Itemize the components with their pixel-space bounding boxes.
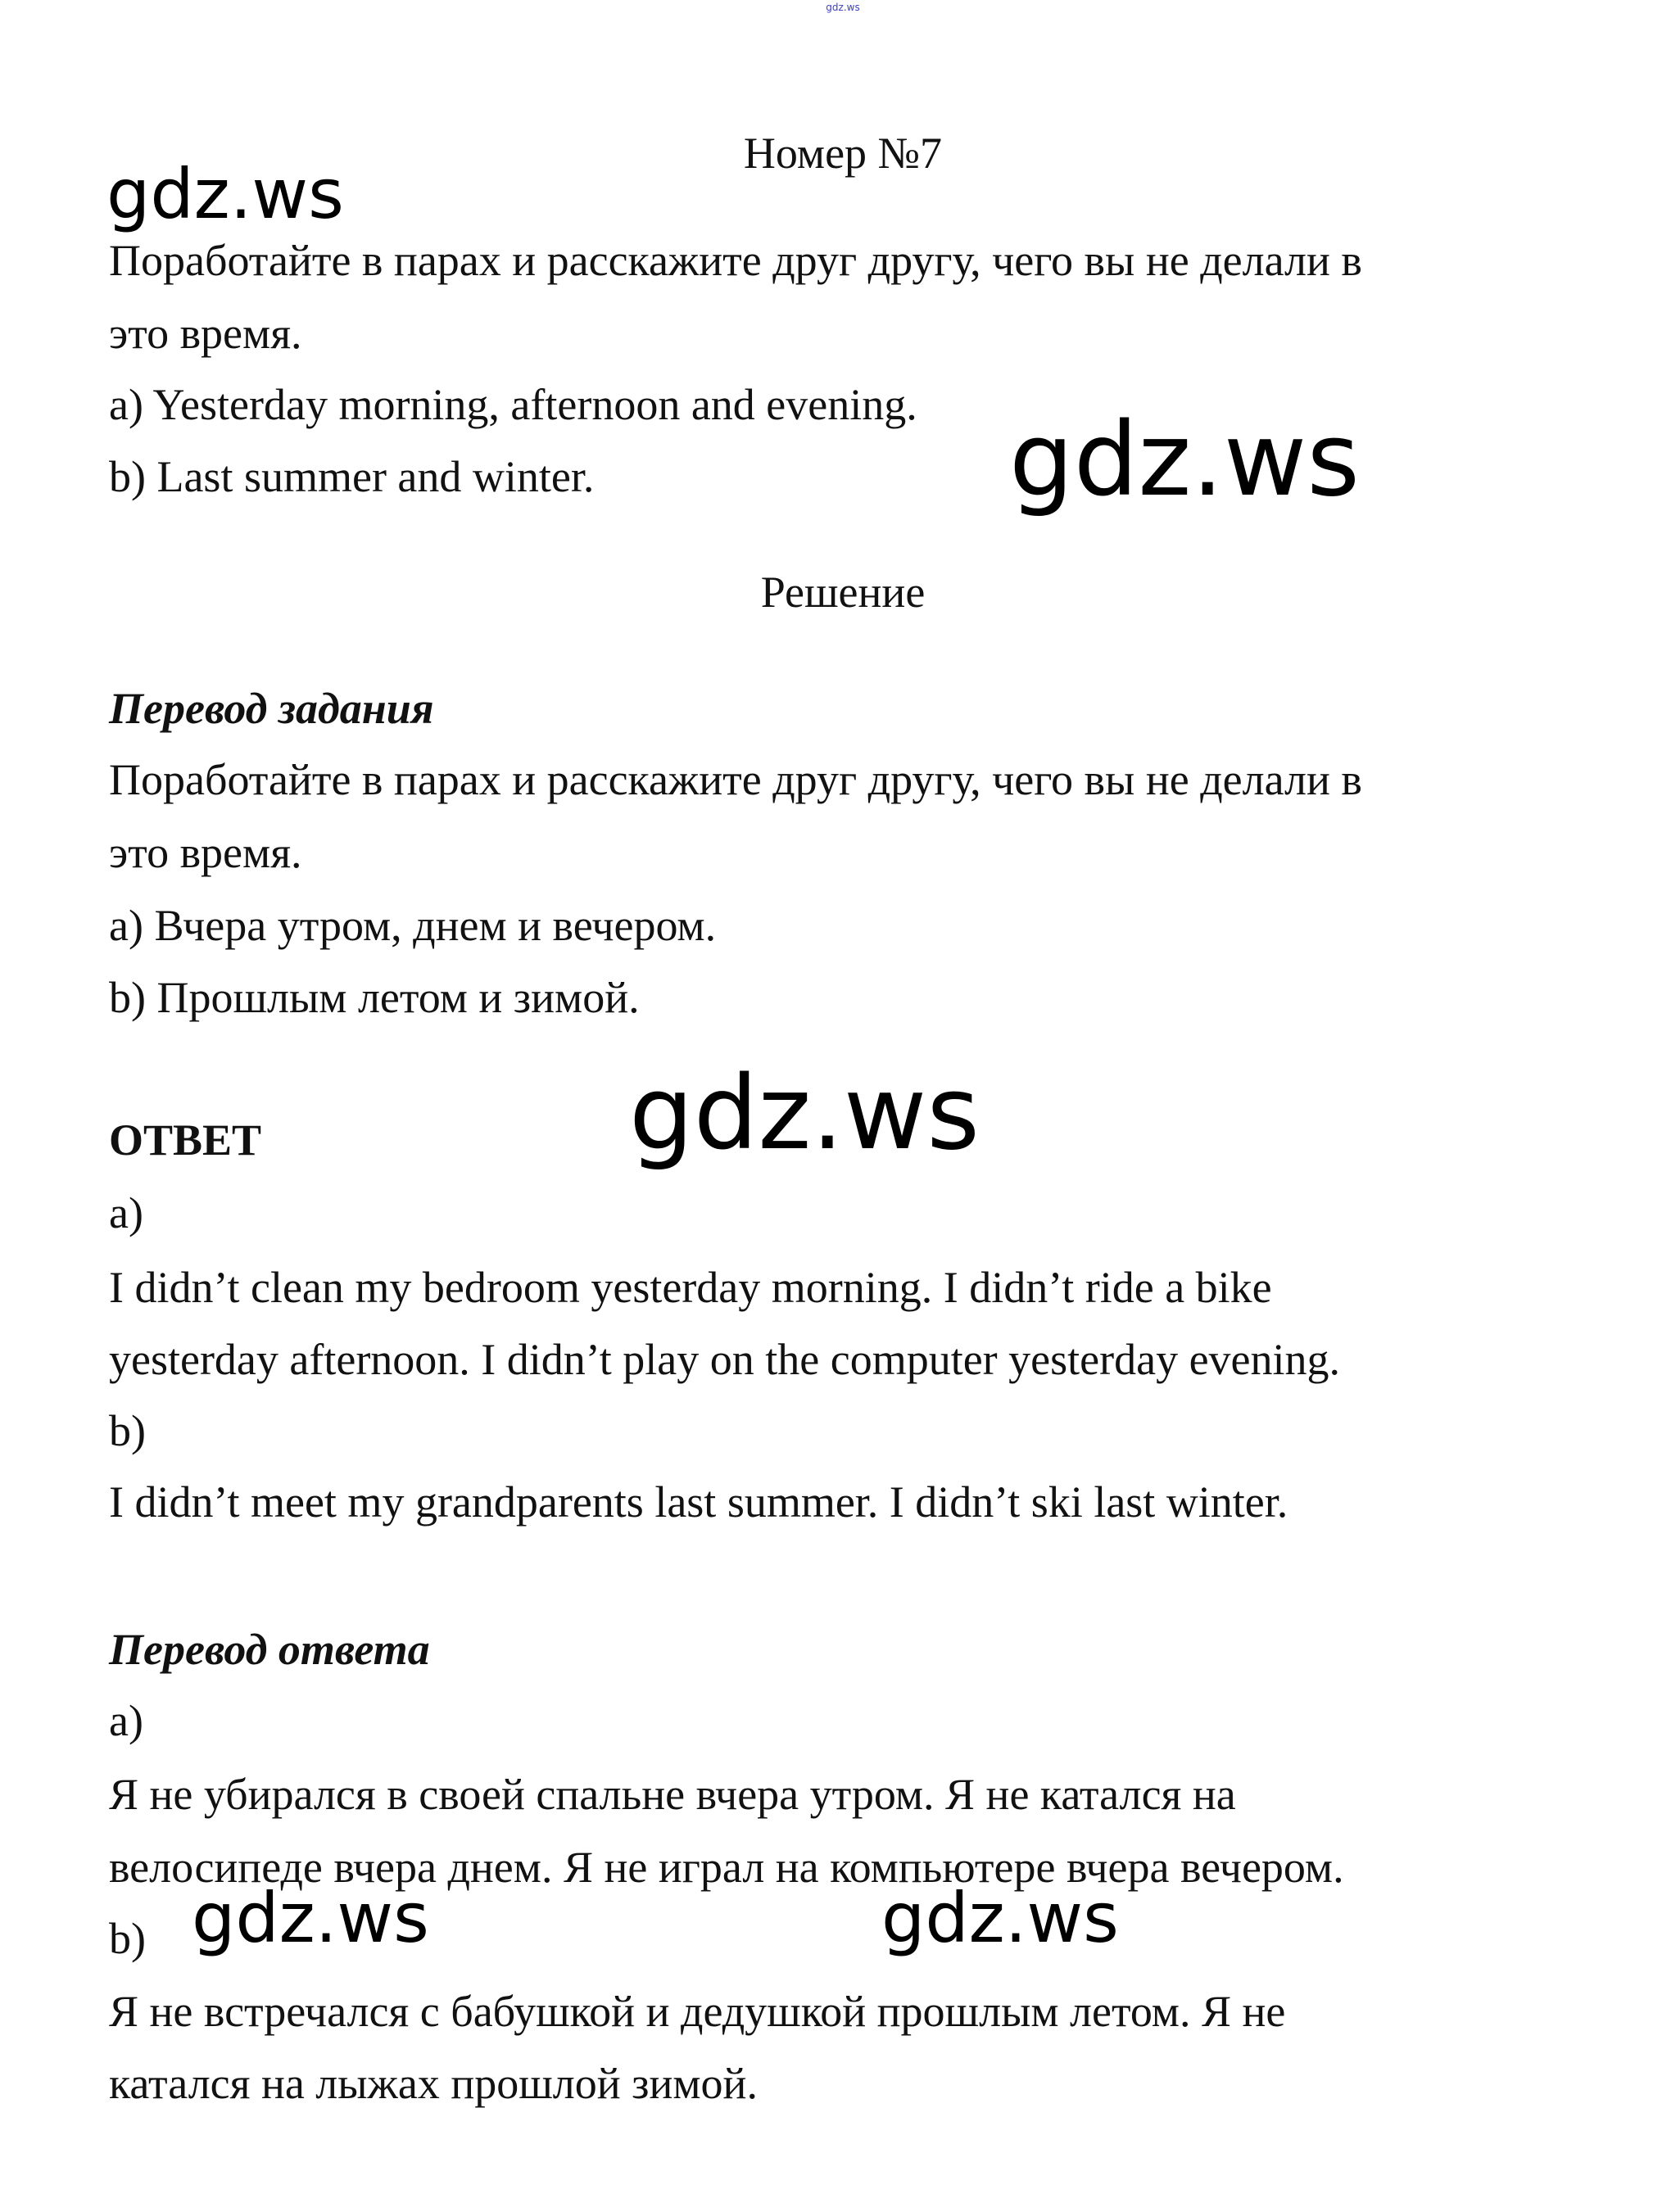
- page-title: Номер №7: [743, 129, 943, 178]
- watermark: gdz.ws: [1009, 401, 1360, 519]
- answer-translation-line: катался на лыжах прошлой зимой.: [109, 2059, 758, 2108]
- answer-line: b): [109, 1406, 146, 1455]
- answer-line: yesterday afternoon. I didn’t play on the computer yesterday evening.: [109, 1335, 1341, 1384]
- answer-line: a): [109, 1188, 143, 1237]
- task-line: Поработайте в парах и расскажите друг другу, чего вы не делали в: [109, 236, 1362, 285]
- answer-translation-line: Я не убирался в своей спальне вчера утром. Я не катался на: [109, 1770, 1236, 1819]
- task-translation-line: это время.: [109, 828, 302, 877]
- watermark: gdz.ws: [881, 1878, 1119, 1958]
- watermark: gdz.ws: [192, 1878, 429, 1958]
- solution-heading: Решение: [760, 568, 926, 617]
- watermark: gdz.ws: [629, 1055, 980, 1173]
- answer-translation-line: велосипеде вчера днем. Я не играл на компьютере вчера вечером.: [109, 1843, 1344, 1892]
- answer-translation-line: Я не встречался с бабушкой и дедушкой прошлым летом. Я не: [109, 1987, 1286, 2036]
- task-translation-line: b) Прошлым летом и зимой.: [109, 973, 640, 1022]
- answer-line: I didn’t meet my grandparents last summer. I didn’t ski last winter.: [109, 1477, 1288, 1527]
- answer-heading: ОТВЕТ: [109, 1115, 262, 1165]
- task-line: a) Yesterday morning, afternoon and evening.: [109, 380, 917, 429]
- task-translation-line: Поработайте в парах и расскажите друг другу, чего вы не делали в: [109, 755, 1362, 804]
- answer-translation-line: a): [109, 1696, 143, 1745]
- task-translation-line: a) Вчера утром, днем и вечером.: [109, 901, 717, 950]
- watermark-top: gdz.ws: [826, 2, 860, 13]
- answer-translation-heading: Перевод ответа: [109, 1625, 430, 1674]
- answer-line: I didn’t clean my bedroom yesterday morning. I didn’t ride a bike: [109, 1263, 1272, 1312]
- task-line: это время.: [109, 309, 302, 358]
- watermark: gdz.ws: [106, 154, 344, 234]
- task-line: b) Last summer and winter.: [109, 452, 595, 501]
- answer-translation-line: b): [109, 1914, 146, 1963]
- task-translation-heading: Перевод задания: [109, 684, 434, 733]
